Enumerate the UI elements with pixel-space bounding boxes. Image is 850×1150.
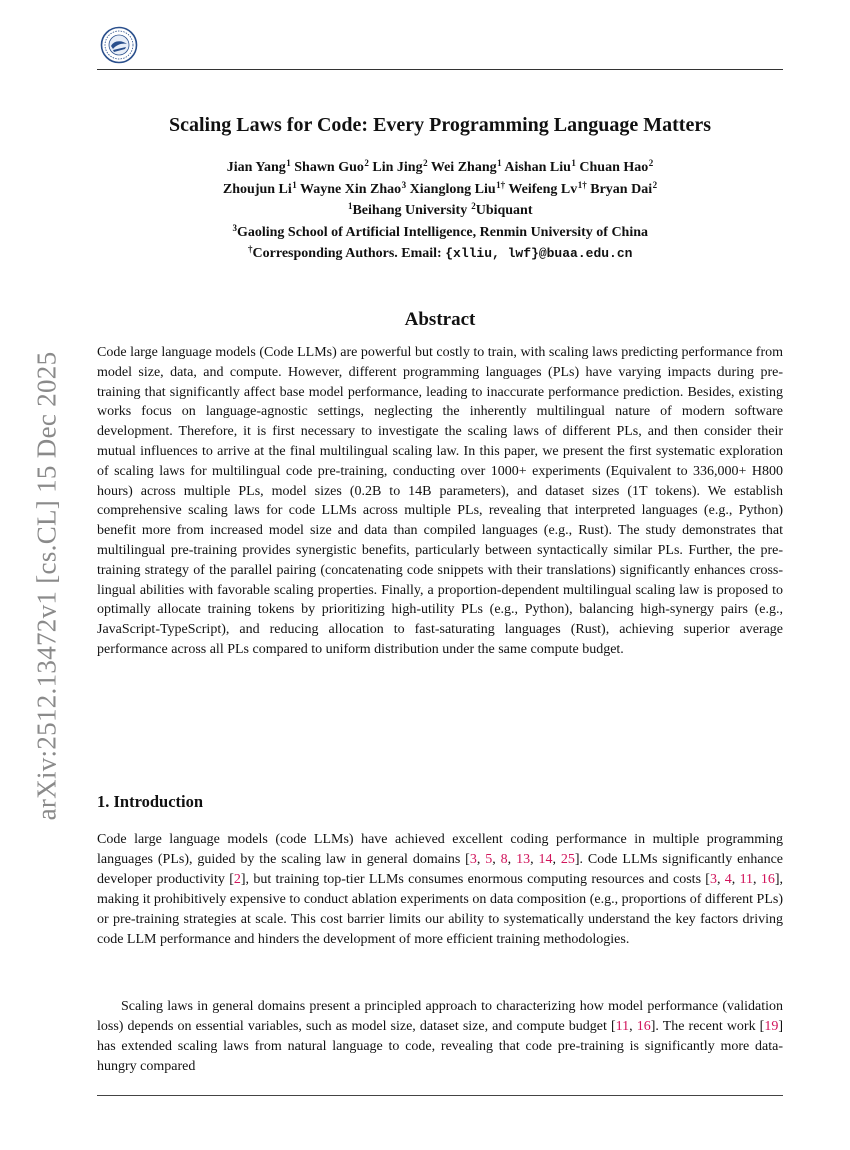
affiliation-beihang: Beihang University (352, 203, 468, 218)
affiliation-mark: 2 (471, 201, 476, 211)
author-mark: 1 (571, 158, 576, 168)
author-mark: 2 (648, 158, 654, 168)
citation-link[interactable]: 16 (760, 871, 775, 887)
author-name: Jian Yang (226, 160, 286, 175)
affiliation-mark: 1 (347, 201, 353, 211)
citation-link[interactable]: 3 (469, 851, 477, 867)
author-name: Wei Zhang (430, 160, 497, 175)
introduction-paragraph-1: Code large language models (code LLMs) have achieved excellent coding performance in multiple programming languages (PLs), guided by the scaling law in general domains [3, 5, 8, 13, 14, 25]. Code LLMs significantly enhance developer productivity [2], but training top-tier LLMs consumes enormous computing resources and costs [3, 4, 11, 16], making it prohibitively expensive to conduct ablation experiments on data composition (e.g., proportions of different PLs) or pre-training strategies at scale. This cost barrier limits our ability to systematically understand the key factors driving code LLM performance and hinders the development of more efficient training methodologies. (97, 832, 784, 947)
author-name: Xianglong Liu (409, 181, 496, 197)
citation-link[interactable]: 14 (538, 851, 553, 867)
citation-link[interactable]: 4 (724, 871, 732, 887)
citation-link[interactable]: 16 (636, 1018, 651, 1034)
author-name: Zhoujun Li (222, 181, 292, 197)
author-name: Weifeng Lv (508, 181, 578, 197)
author-mark: 2 (652, 179, 658, 190)
author-mark: 2 (364, 158, 369, 168)
paragraph-text: ], but training top-tier LLMs consumes enormous computing resources and costs [ (240, 871, 710, 887)
citation-link[interactable]: 3 (709, 871, 717, 887)
author-name: Shawn Guo (294, 160, 364, 175)
corresponding-authors (97, 243, 783, 265)
citation-link[interactable]: 2 (233, 871, 241, 887)
paragraph-text: Code large language models (code LLMs) have achieved excellent coding performance in multiple programming languages (PLs), guided by the scaling law in general domains [ (97, 832, 783, 867)
author-line-2 (97, 179, 783, 201)
citation-link[interactable]: 19 (764, 1018, 779, 1034)
author-mark: 2 (423, 158, 428, 168)
author-name: Aishan Liu (504, 160, 571, 175)
corresponding-label: Corresponding Authors. Email: (252, 246, 446, 261)
corresponding-mark: † (248, 244, 253, 254)
author-mark: 1 (497, 158, 502, 168)
author-mark: 1† (577, 179, 587, 190)
footer-rule (97, 1095, 783, 1096)
author-line-1 (97, 157, 783, 179)
paragraph-text: ], making it prohibitively expensive to conduct ablation experiments on data composition (e.g., proportions of different PLs) or pre-training strategies at scale. This cost barrier limits our ability to systematically understand the key factors driving code LLM performance and hinders the development of more efficient training methodologies. (97, 871, 784, 947)
paragraph-text: ]. Code LLMs significantly enhance developer productivity [ (97, 851, 784, 887)
abstract-heading: Abstract (404, 309, 476, 330)
author-mark: 3 (401, 179, 407, 190)
citation-link[interactable]: 11 (739, 871, 754, 887)
affiliation-renmin: Gaoling School of Artificial Intelligence, Renmin University of China (236, 224, 649, 240)
introduction-paragraph-2: Scaling laws in general domains present a principled approach to characterizing how model performance (validation loss) depends on essential variables, such as model size, dataset size, and compute budget [11, 16]. The recent work [19] has extended scaling laws from natural language to code, revealing that code pre-training is significantly more data-hungry compared (97, 999, 784, 1074)
affiliation-ubiquant: Ubiquant (475, 203, 533, 218)
header-rule (97, 69, 783, 70)
citation-link[interactable]: 11 (615, 1018, 630, 1034)
university-seal-icon (100, 26, 138, 64)
citation-link[interactable]: 5 (485, 851, 493, 867)
affiliation-mark: 3 (232, 222, 237, 233)
corresponding-email: {xlliu, lwf}@buaa.edu.cn (445, 246, 633, 261)
introduction-heading: 1. Introduction (97, 792, 204, 811)
author-name: Lin Jing (372, 160, 423, 175)
author-name: Chuan Hao (579, 160, 649, 175)
citation-link[interactable]: 13 (516, 851, 531, 867)
citation-link[interactable]: 25 (560, 851, 575, 867)
paragraph-text: ] has extended scaling laws from natural language to code, revealing that code pre-training is significantly more data-hungry compared (97, 1018, 784, 1074)
author-block (97, 157, 783, 265)
paragraph-text: Scaling laws in general domains present a principled approach to characterizing how model performance (validation loss) depends on essential variables, such as model size, dataset size, and compute budget [ (97, 999, 783, 1034)
paragraph-text: ]. The recent work [ (650, 1018, 765, 1034)
arxiv-identifier-stamp: arXiv:2512.13472v1 [cs.CL] 15 Dec 2025 (31, 351, 62, 821)
paper-title: Scaling Laws for Code: Every Programming Language Matters (169, 114, 711, 136)
abstract-text: Code large language models (Code LLMs) are powerful but costly to train, with scaling laws predicting performance from model size, data, and compute. However, different programming languages (PLs) have varying impacts during pre-training that significantly affect base model performance, leading to inaccurate performance prediction. Besides, existing works focus on language-agnostic settings, neglecting the inherently multilingual nature of modern software development. Therefore, it is first necessary to investigate the scaling laws of different PLs, and then consider their mutual influences to arrive at the final multilingual scaling law. In this paper, we present the first systematic exploration of scaling laws for multilingual code pre-training, conducting over 1000+ experiments (Equivalent to 336,000+ H800 hours) across multiple PLs, model sizes (0.2B to 14B parameters), and dataset sizes (1T tokens). We establish comprehensive scaling laws for code LLMs across multiple PLs, revealing that interpreted languages (e.g., Python) benefit more from increased model size and data than compiled languages (e.g., Rust). The study demonstrates that multilingual pre-training provides synergistic benefits, particularly between syntactically similar PLs. Further, the pre-training strategy of the parallel pairing (concatenating code snippets with their translations) significantly enhances cross-lingual abilities with favorable scaling properties. Finally, a proportion-dependent multilingual scaling law is proposed to optimally allocate training tokens by prioritizing high-utility PLs (e.g., Python), balancing high-synergy pairs (e.g., JavaScript-TypeScript), and reducing allocation to fast-saturating languages (Rust), achieving superior average performance across all PLs compared to uniform distribution under the same compute budget. (97, 345, 783, 657)
author-mark: 1 (286, 158, 291, 168)
affiliation-line-2 (97, 222, 783, 244)
author-mark: 1 (292, 179, 297, 190)
citation-link[interactable]: 8 (500, 851, 508, 867)
author-mark: 1† (496, 179, 506, 190)
author-name: Wayne Xin Zhao (300, 181, 402, 197)
affiliation-line-1 (97, 200, 783, 222)
author-name: Bryan Dai (590, 181, 653, 197)
